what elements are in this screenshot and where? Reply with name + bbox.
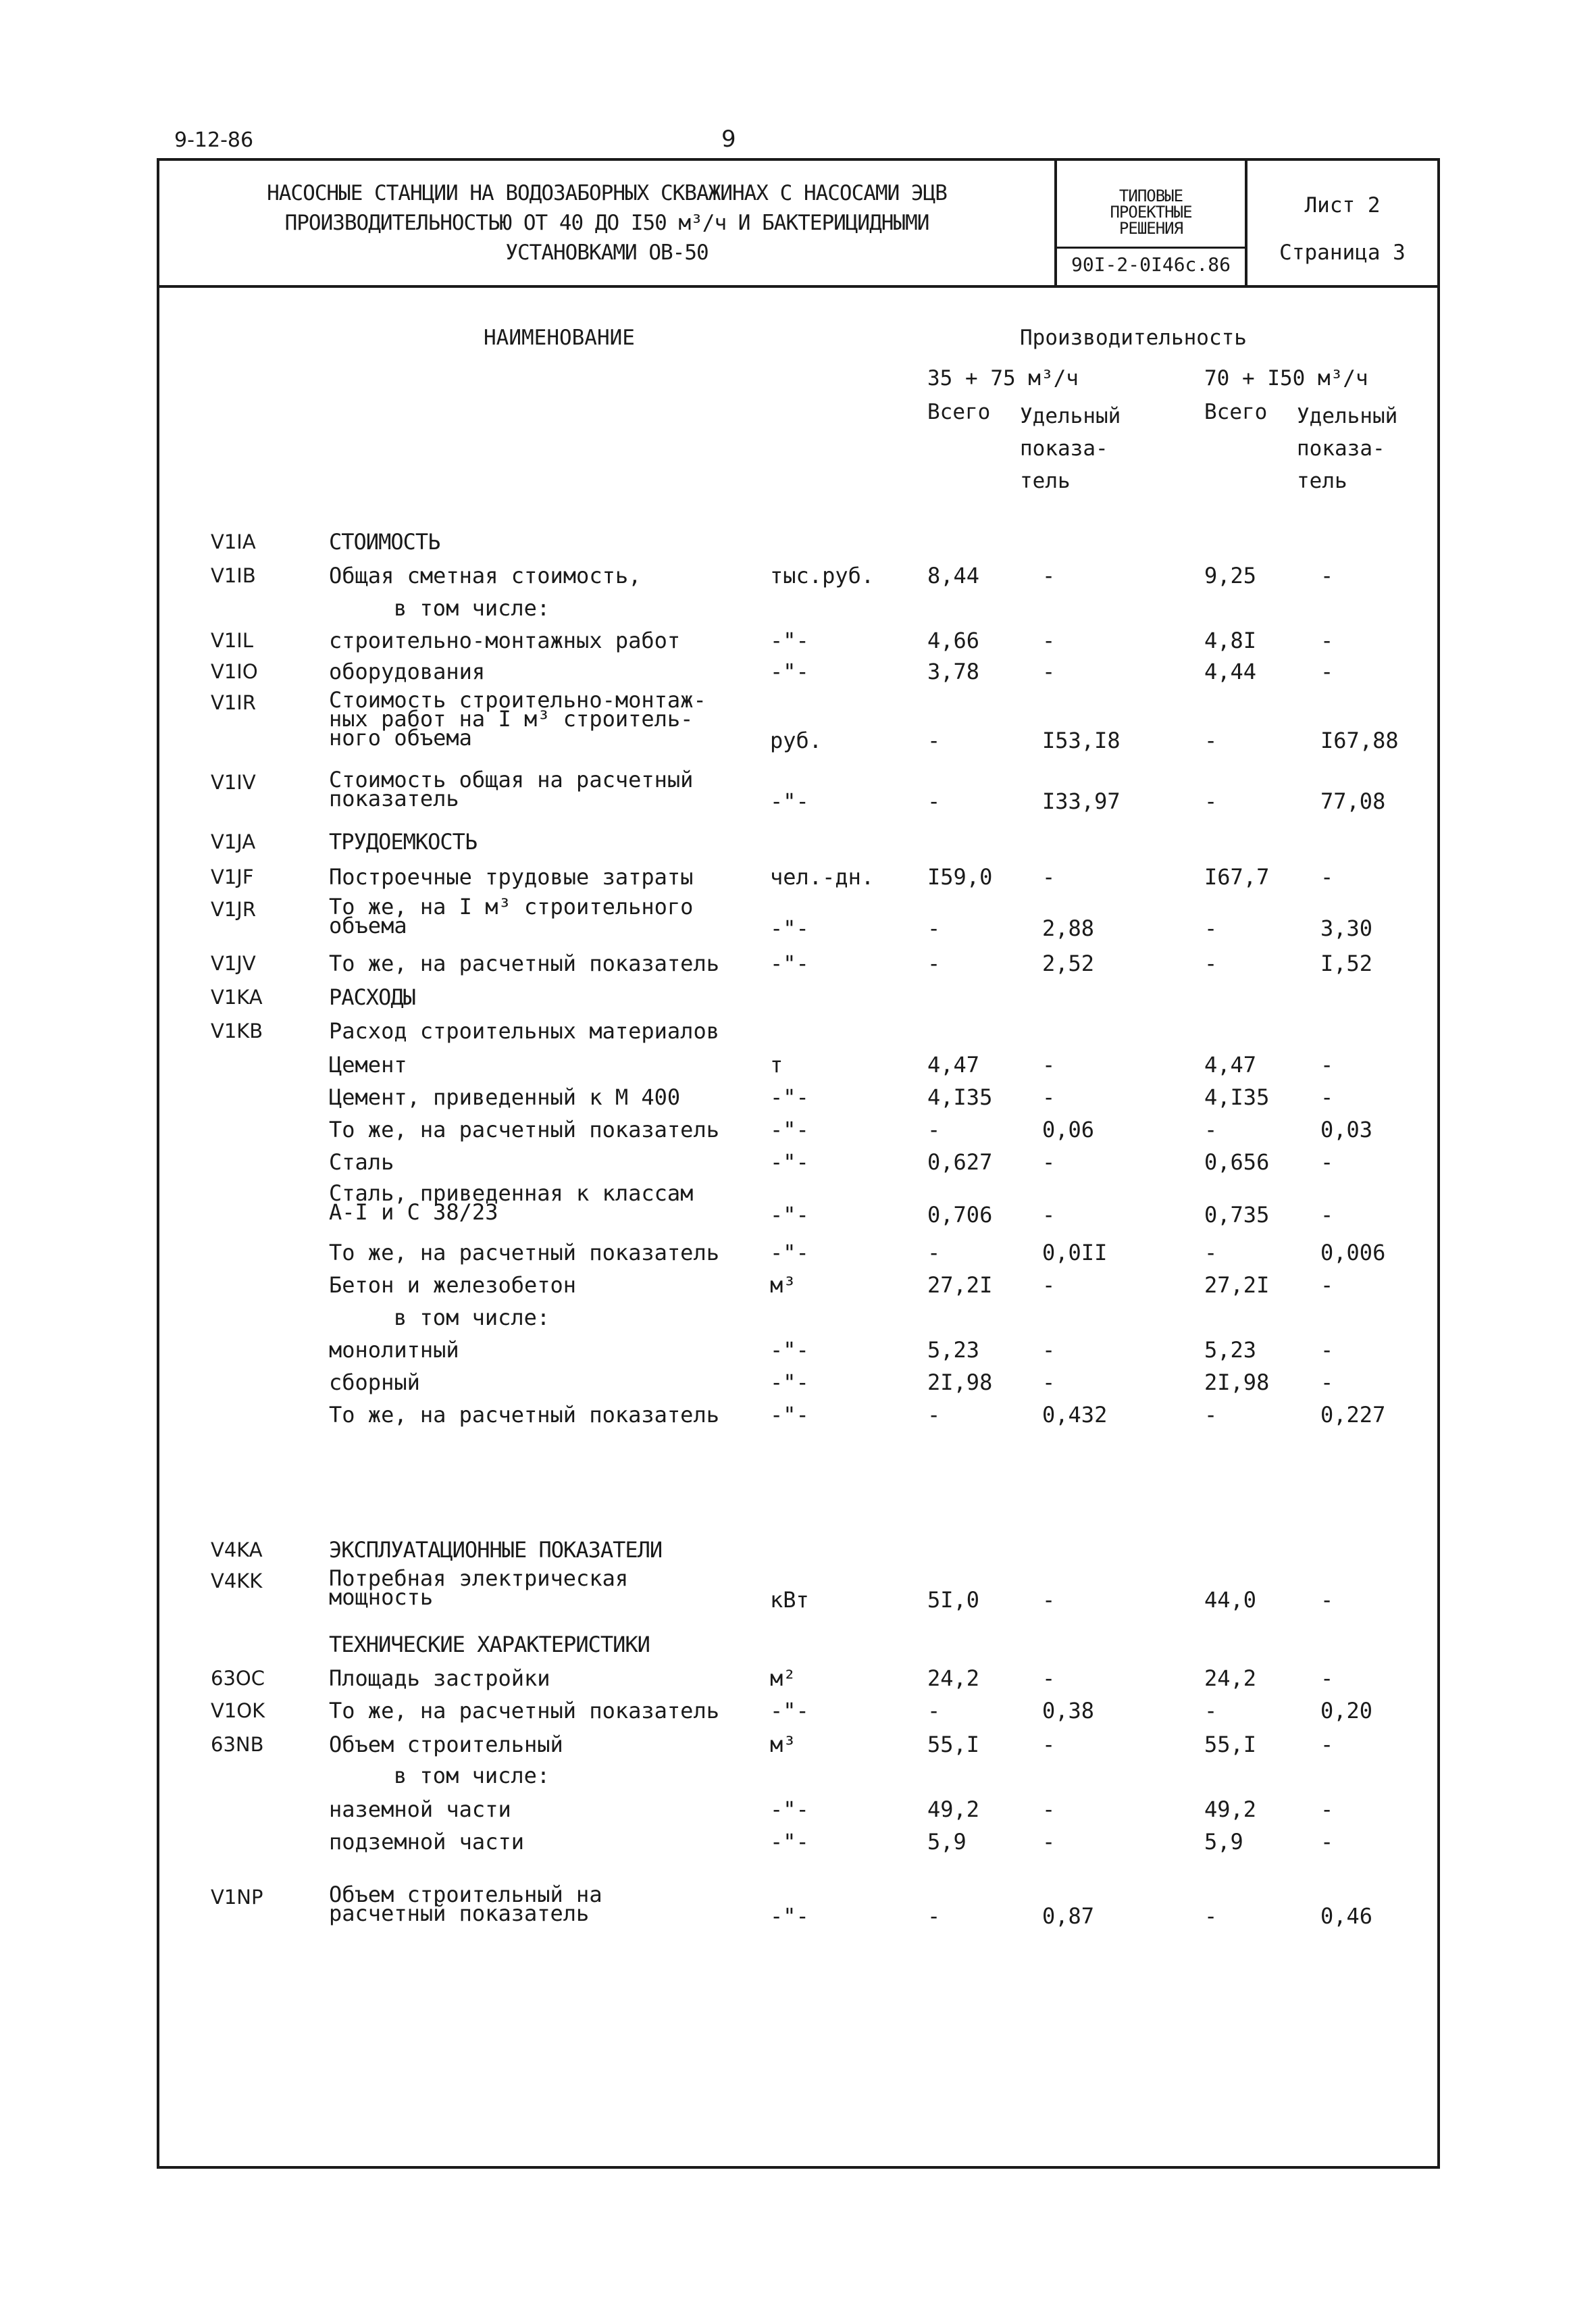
- row-unit: -"-: [770, 1117, 809, 1142]
- row-range1-total: 3,78: [927, 659, 980, 684]
- row-name: То же, на расчетный показатель: [329, 1240, 719, 1265]
- row-code: 63OC: [211, 1667, 265, 1690]
- column-name-header: НАИМЕНОВАНИЕ: [484, 326, 635, 350]
- row-range2-specific: 0,20: [1320, 1698, 1373, 1724]
- row-range2-specific: 0,46: [1320, 1903, 1373, 1929]
- row-code: V1IO: [211, 660, 258, 683]
- row-range2-specific: -: [1320, 1732, 1334, 1757]
- row-range1-total: 5I,0: [927, 1587, 980, 1613]
- row-range1-total: 0,706: [927, 1202, 993, 1228]
- row-range2-total: -: [1204, 1698, 1218, 1724]
- typical-line-2: ПРОЕКТНЫЕ: [1110, 203, 1192, 222]
- row-range2-total: 24,2: [1204, 1665, 1257, 1691]
- typical-line-3: РЕШЕНИЯ: [1118, 219, 1183, 238]
- range-1-header: 35 + 75 м³/ч: [927, 366, 1079, 391]
- row-unit: -"-: [770, 1903, 809, 1929]
- row-name: ЭКСПЛУАТАЦИОННЫЕ ПОКАЗАТЕЛИ: [329, 1537, 663, 1563]
- row-unit: -"-: [770, 1084, 809, 1110]
- row-unit: м³: [770, 1272, 796, 1298]
- sheet-info: [1247, 161, 1437, 285]
- row-range1-specific: -: [1042, 1796, 1056, 1822]
- row-range2-specific: -: [1320, 1272, 1334, 1298]
- row-range1-total: -: [927, 1903, 941, 1929]
- row-name-line: Объем строительный на: [329, 1882, 602, 1907]
- row-range2-total: -: [1204, 788, 1218, 814]
- row-range1-total: -: [927, 788, 941, 814]
- row-name: ТРУДОЕМКОСТЬ: [329, 829, 478, 855]
- row-unit: тыс.руб.: [770, 563, 875, 588]
- row-range2-specific: -: [1320, 563, 1334, 588]
- row-code: V1JV: [211, 952, 256, 975]
- row-range1-specific: -: [1042, 1665, 1056, 1691]
- row-code: V1OK: [211, 1699, 265, 1722]
- row-range1-specific: -: [1042, 659, 1056, 684]
- row-name: в том числе:: [394, 1305, 550, 1330]
- row-name: Общая сметная стоимость,: [329, 563, 642, 588]
- row-name-line: показатель: [329, 786, 459, 811]
- row-range2-total: -: [1204, 1402, 1218, 1428]
- row-name: РАСХОДЫ: [329, 984, 415, 1010]
- row-code: V1IV: [211, 771, 256, 794]
- row-range1-specific: -: [1042, 1732, 1056, 1757]
- row-unit: -"-: [770, 628, 809, 653]
- typical-solutions-box: [1054, 161, 1247, 285]
- typical-line-1: ТИПОВЫЕ: [1118, 186, 1183, 205]
- row-name: ТЕХНИЧЕСКИЕ ХАРАКТЕРИСТИКИ: [329, 1632, 650, 1657]
- row-unit: -"-: [770, 1369, 809, 1395]
- row-range2-specific: I,52: [1320, 951, 1373, 976]
- row-unit: -"-: [770, 1337, 809, 1363]
- range-1-specific-header: Удельный показа- тель: [1020, 404, 1121, 493]
- row-name: Построечные трудовые затраты: [329, 864, 694, 890]
- row-range1-specific: -: [1042, 1149, 1056, 1175]
- document-date: 9-12-86: [174, 128, 254, 152]
- row-unit: -"-: [770, 1796, 809, 1822]
- row-name: в том числе:: [394, 595, 550, 621]
- row-name: подземной части: [329, 1829, 524, 1855]
- row-name: Сталь: [329, 1149, 394, 1175]
- row-range1-specific: -: [1042, 563, 1056, 588]
- row-name-line: ных работ на I м³ строитель-: [329, 706, 694, 732]
- row-range2-specific: -: [1320, 628, 1334, 653]
- row-range2-specific: -: [1320, 864, 1334, 890]
- row-code: V1IA: [211, 530, 256, 553]
- row-name: оборудования: [329, 659, 486, 684]
- row-code: 63NB: [211, 1733, 264, 1756]
- row-code: V1IB: [211, 564, 256, 587]
- row-unit: -"-: [770, 788, 809, 814]
- row-range1-specific: I33,97: [1042, 788, 1121, 814]
- row-unit: -"-: [770, 1202, 809, 1228]
- row-range1-total: 24,2: [927, 1665, 980, 1691]
- row-range2-total: 5,23: [1204, 1337, 1257, 1363]
- row-range1-specific: 0,38: [1042, 1698, 1095, 1724]
- row-name-line: А-I и С 38/23: [329, 1199, 498, 1225]
- row-range2-total: -: [1204, 1117, 1218, 1142]
- row-range2-total: -: [1204, 728, 1218, 753]
- row-code: V1NP: [211, 1886, 263, 1909]
- row-name: То же, на расчетный показатель: [329, 1402, 719, 1428]
- row-code: V4KA: [211, 1538, 263, 1561]
- row-range1-total: 8,44: [927, 563, 980, 588]
- row-unit: м³: [770, 1732, 796, 1757]
- row-range2-specific: 0,006: [1320, 1240, 1386, 1265]
- row-code: V1JF: [211, 865, 254, 888]
- row-range2-specific: 0,03: [1320, 1117, 1373, 1142]
- row-range1-total: 5,23: [927, 1337, 980, 1363]
- row-name-line: мощность: [329, 1584, 434, 1610]
- row-range1-total: 55,I: [927, 1732, 980, 1757]
- row-range2-specific: 3,30: [1320, 915, 1373, 941]
- row-range1-total: -: [927, 1698, 941, 1724]
- row-range2-specific: -: [1320, 1149, 1334, 1175]
- row-range2-specific: -: [1320, 1052, 1334, 1078]
- page-number: 9: [721, 126, 736, 153]
- row-range2-total: -: [1204, 915, 1218, 941]
- row-range1-specific: -: [1042, 1337, 1056, 1363]
- row-range1-specific: -: [1042, 1369, 1056, 1395]
- row-range2-total: 4,I35: [1204, 1084, 1270, 1110]
- row-range2-total: 2I,98: [1204, 1369, 1270, 1395]
- row-unit: чел.-дн.: [770, 864, 875, 890]
- row-range1-total: -: [927, 1117, 941, 1142]
- row-code: V1KA: [211, 986, 263, 1009]
- row-range1-specific: 0,432: [1042, 1402, 1108, 1428]
- range-2-total-header: Всего: [1204, 400, 1268, 424]
- range-2-specific-header: Удельный показа- тель: [1297, 404, 1398, 493]
- row-unit: -"-: [770, 1698, 809, 1724]
- row-range2-total: 5,9: [1204, 1829, 1243, 1855]
- row-range1-specific: 2,88: [1042, 915, 1095, 941]
- row-code: V1KB: [211, 1020, 263, 1042]
- title-line-3: УСТАНОВКАМИ ОВ-50: [505, 241, 709, 265]
- row-range1-specific: -: [1042, 1052, 1056, 1078]
- row-range1-total: -: [927, 1402, 941, 1428]
- row-range2-total: -: [1204, 951, 1218, 976]
- row-range2-total: 55,I: [1204, 1732, 1257, 1757]
- row-name-line: расчетный показатель: [329, 1901, 590, 1926]
- row-range2-total: 9,25: [1204, 563, 1257, 588]
- row-range2-specific: -: [1320, 1369, 1334, 1395]
- range-2-header: 70 + I50 м³/ч: [1204, 366, 1368, 391]
- row-range2-total: I67,7: [1204, 864, 1270, 890]
- title-line-1: НАСОСНЫЕ СТАНЦИИ НА ВОДОЗАБОРНЫХ СКВАЖИНАХ С НАСОСАМИ ЭЦВ: [267, 181, 947, 205]
- row-unit: -"-: [770, 659, 809, 684]
- row-name-line: То же, на I м³ строительного: [329, 894, 694, 920]
- row-name-line: Стоимость общая на расчетный: [329, 767, 694, 793]
- row-range1-total: -: [927, 1240, 941, 1265]
- row-code: V4KK: [211, 1569, 263, 1592]
- row-range2-total: 0,656: [1204, 1149, 1270, 1175]
- row-code: V1JA: [211, 830, 256, 853]
- row-range2-total: 0,735: [1204, 1202, 1270, 1228]
- row-range2-specific: -: [1320, 1084, 1334, 1110]
- row-unit: кВт: [770, 1587, 809, 1613]
- title-line-2: ПРОИЗВОДИТЕЛЬНОСТЬЮ ОТ 40 ДО I50 м³/ч И БАКТЕРИЦИДНЫМИ: [284, 211, 929, 235]
- row-name: Площадь застройки: [329, 1665, 550, 1691]
- row-unit: -"-: [770, 915, 809, 941]
- row-name: То же, на расчетный показатель: [329, 951, 719, 976]
- row-range1-total: -: [927, 728, 941, 753]
- row-range1-specific: -: [1042, 1272, 1056, 1298]
- row-name: Бетон и железобетон: [329, 1272, 577, 1298]
- row-code: V1IR: [211, 691, 256, 714]
- row-name: То же, на расчетный показатель: [329, 1117, 719, 1142]
- row-range1-total: -: [927, 915, 941, 941]
- row-range1-specific: -: [1042, 1587, 1056, 1613]
- row-range1-total: 2I,98: [927, 1369, 993, 1395]
- row-range1-total: -: [927, 951, 941, 976]
- row-range2-total: 4,8I: [1204, 628, 1257, 653]
- page-label: Страница 3: [1279, 241, 1406, 265]
- row-unit: руб.: [770, 728, 823, 753]
- row-name: То же, на расчетный показатель: [329, 1698, 719, 1724]
- row-name-line: Стоимость строительно-монтаж-: [329, 687, 706, 713]
- row-range1-total: 27,2I: [927, 1272, 993, 1298]
- row-range2-total: 49,2: [1204, 1796, 1257, 1822]
- row-range1-specific: -: [1042, 628, 1056, 653]
- row-name-line: Потребная электрическая: [329, 1565, 629, 1591]
- row-name-line: Сталь, приведенная к классам: [329, 1180, 694, 1206]
- row-range1-specific: 0,87: [1042, 1903, 1095, 1929]
- row-range2-total: 4,47: [1204, 1052, 1257, 1078]
- row-range2-specific: -: [1320, 1337, 1334, 1363]
- row-range1-specific: -: [1042, 864, 1056, 890]
- sheet-label: Лист 2: [1304, 193, 1381, 218]
- document-title: [159, 161, 1054, 285]
- row-name: строительно-монтажных работ: [329, 628, 681, 653]
- row-range1-specific: I53,I8: [1042, 728, 1121, 753]
- range-1-total-header: Всего: [927, 400, 991, 424]
- row-range1-specific: -: [1042, 1202, 1056, 1228]
- row-range1-specific: -: [1042, 1829, 1056, 1855]
- row-range1-total: 5,9: [927, 1829, 967, 1855]
- row-range2-specific: 77,08: [1320, 788, 1386, 814]
- row-range2-specific: -: [1320, 1665, 1334, 1691]
- row-range2-specific: -: [1320, 659, 1334, 684]
- row-range2-total: 27,2I: [1204, 1272, 1270, 1298]
- row-name: сборный: [329, 1369, 420, 1395]
- title-block: [157, 158, 1440, 288]
- row-code: V1JR: [211, 898, 256, 921]
- row-range2-specific: -: [1320, 1587, 1334, 1613]
- row-name: Объем строительный: [329, 1732, 563, 1757]
- row-range2-specific: -: [1320, 1202, 1334, 1228]
- row-unit: -"-: [770, 1240, 809, 1265]
- row-range1-total: 4,66: [927, 628, 980, 653]
- row-name: СТОИМОСТЬ: [329, 529, 440, 555]
- column-productivity-header: Производительность: [1020, 326, 1247, 350]
- row-name: Цемент, приведенный к М 400: [329, 1084, 681, 1110]
- row-name: Расход строительных материалов: [329, 1018, 719, 1044]
- row-name: в том числе:: [394, 1763, 550, 1788]
- row-range1-specific: 2,52: [1042, 951, 1095, 976]
- row-name: Цемент: [329, 1052, 407, 1078]
- row-range1-total: 49,2: [927, 1796, 980, 1822]
- row-range1-total: 0,627: [927, 1149, 993, 1175]
- row-range2-total: -: [1204, 1903, 1218, 1929]
- row-range2-total: -: [1204, 1240, 1218, 1265]
- row-range2-specific: -: [1320, 1829, 1334, 1855]
- row-unit: -"-: [770, 1402, 809, 1428]
- row-range1-total: 4,I35: [927, 1084, 993, 1110]
- row-unit: -"-: [770, 1829, 809, 1855]
- row-range2-specific: -: [1320, 1796, 1334, 1822]
- row-name: монолитный: [329, 1337, 459, 1363]
- row-range1-specific: -: [1042, 1084, 1056, 1110]
- row-name: наземной части: [329, 1796, 511, 1822]
- row-range2-total: 44,0: [1204, 1587, 1257, 1613]
- row-unit: -"-: [770, 1149, 809, 1175]
- row-unit: м²: [770, 1665, 796, 1691]
- row-code: V1IL: [211, 629, 253, 652]
- row-range2-total: 4,44: [1204, 659, 1257, 684]
- row-range2-specific: I67,88: [1320, 728, 1399, 753]
- row-range1-specific: 0,0II: [1042, 1240, 1108, 1265]
- row-name-line: объема: [329, 913, 407, 938]
- row-range1-total: 4,47: [927, 1052, 980, 1078]
- row-range1-total: I59,0: [927, 864, 993, 890]
- row-unit: -"-: [770, 951, 809, 976]
- row-name-line: ного объема: [329, 725, 472, 751]
- project-code: 90I-2-0I46с.86: [1057, 247, 1245, 281]
- row-range1-specific: 0,06: [1042, 1117, 1095, 1142]
- row-unit: т: [770, 1052, 783, 1078]
- row-range2-specific: 0,227: [1320, 1402, 1386, 1428]
